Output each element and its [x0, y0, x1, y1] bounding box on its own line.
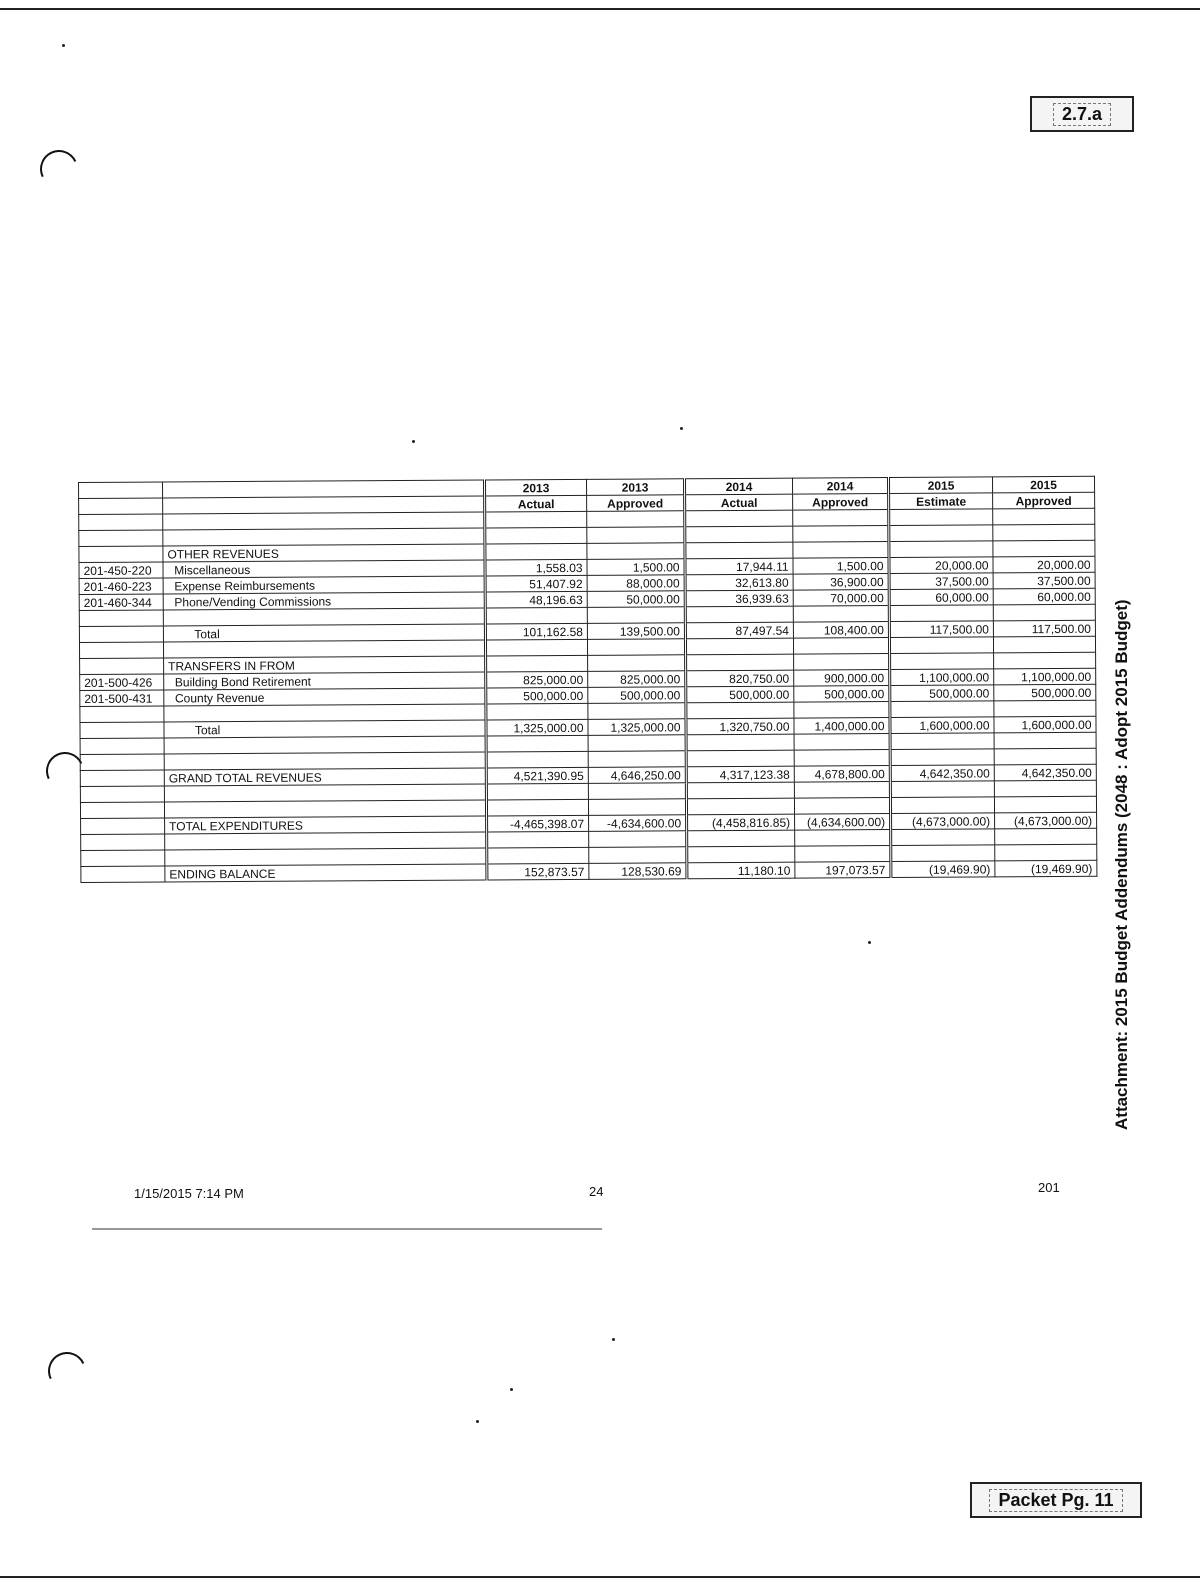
- budget-table: [78, 476, 1097, 883]
- amount-cell: [993, 524, 1095, 541]
- header-blank: [79, 482, 163, 499]
- amount-cell: [588, 799, 686, 816]
- amount-cell: [587, 543, 685, 560]
- account-code: [80, 786, 164, 803]
- amount-cell: [890, 749, 994, 766]
- line-item-label: [163, 512, 485, 530]
- amount-cell: [890, 653, 994, 670]
- line-item-label: Phone/Vending Commissions: [163, 592, 485, 610]
- amount-cell: [889, 541, 993, 558]
- amount-cell: [994, 652, 1096, 669]
- amount-cell: [994, 748, 1096, 765]
- amount-cell: 128,530.69: [589, 863, 687, 880]
- section-badge: [1030, 96, 1134, 132]
- amount-cell: 60,000.00: [889, 589, 993, 606]
- amount-cell: 87,497.54: [685, 622, 793, 639]
- amount-cell: [890, 797, 994, 814]
- amount-cell: [486, 799, 588, 816]
- amount-cell: -4,465,398.07: [487, 815, 589, 832]
- amount-cell: (19,469.90): [995, 860, 1097, 877]
- amount-cell: [485, 511, 587, 528]
- amount-cell: [486, 751, 588, 768]
- packet-page-label: Packet Pg. 11: [989, 1489, 1122, 1512]
- column-label: Approved: [587, 495, 685, 512]
- amount-cell: (4,673,000.00): [891, 813, 995, 830]
- scan-dot: [510, 1388, 513, 1391]
- header-blank: [79, 498, 163, 515]
- column-year: 2015: [992, 476, 1094, 493]
- amount-cell: [588, 751, 686, 768]
- amount-cell: 1,500.00: [587, 559, 685, 576]
- account-code: [80, 754, 164, 771]
- amount-cell: [795, 846, 891, 863]
- amount-cell: [587, 607, 685, 624]
- account-code: [80, 802, 164, 819]
- scan-dot: [680, 427, 683, 430]
- amount-cell: [487, 847, 589, 864]
- amount-cell: [685, 638, 793, 655]
- amount-cell: [485, 607, 587, 624]
- amount-cell: 4,646,250.00: [588, 767, 686, 784]
- amount-cell: [486, 783, 588, 800]
- amount-cell: [793, 638, 889, 655]
- amount-cell: 20,000.00: [993, 556, 1095, 573]
- amount-cell: 1,400,000.00: [794, 718, 890, 735]
- amount-cell: 1,600,000.00: [890, 717, 994, 734]
- column-year: 2014: [684, 478, 792, 495]
- account-code: 201-500-426: [80, 674, 164, 691]
- line-item-label: Total: [164, 720, 486, 738]
- amount-cell: [994, 700, 1096, 717]
- amount-cell: [993, 604, 1095, 621]
- amount-cell: 108,400.00: [793, 622, 889, 639]
- account-code: [80, 722, 164, 739]
- account-code: [79, 514, 163, 531]
- account-code: [80, 738, 164, 755]
- line-item-label: [163, 608, 485, 626]
- section-badge-label: 2.7.a: [1053, 103, 1111, 126]
- amount-cell: [794, 750, 890, 767]
- amount-cell: [685, 510, 793, 527]
- line-item-label: [163, 528, 485, 546]
- column-year: 2013: [484, 479, 586, 496]
- column-label: Estimate: [889, 493, 993, 510]
- scan-dot: [868, 941, 871, 944]
- amount-cell: [686, 734, 794, 751]
- amount-cell: [588, 703, 686, 720]
- amount-cell: [995, 844, 1097, 861]
- amount-cell: [587, 511, 685, 528]
- amount-cell: [993, 636, 1095, 653]
- budget-sheet: [78, 476, 1096, 883]
- line-item-label: OTHER REVENUES: [163, 544, 485, 562]
- account-code: 201-460-344: [79, 594, 163, 611]
- amount-cell: 60,000.00: [993, 588, 1095, 605]
- amount-cell: 50,000.00: [587, 591, 685, 608]
- account-code: [79, 546, 163, 563]
- footer-page-center: 24: [589, 1184, 604, 1199]
- column-year: 2013: [586, 479, 684, 496]
- amount-cell: (4,634,600.00): [795, 814, 891, 831]
- amount-cell: 48,196.63: [485, 591, 587, 608]
- punch-hole-bottom: [43, 1347, 92, 1396]
- amount-cell: 4,642,350.00: [994, 764, 1096, 781]
- amount-cell: [889, 605, 993, 622]
- amount-cell: [588, 783, 686, 800]
- column-label: Actual: [485, 495, 587, 512]
- line-item-label: County Revenue: [164, 688, 486, 706]
- line-item-label: [164, 752, 486, 770]
- amount-cell: 500,000.00: [486, 687, 588, 704]
- amount-cell: 1,100,000.00: [890, 669, 994, 686]
- amount-cell: [686, 702, 794, 719]
- amount-cell: [587, 527, 685, 544]
- amount-cell: [890, 781, 994, 798]
- amount-cell: [793, 542, 889, 559]
- account-code: 201-460-223: [79, 578, 163, 595]
- amount-cell: 88,000.00: [587, 575, 685, 592]
- account-code: [80, 706, 164, 723]
- line-item-label: TOTAL EXPENDITURES: [165, 816, 487, 834]
- amount-cell: 17,944.11: [685, 558, 793, 575]
- amount-cell: 197,073.57: [795, 862, 891, 879]
- amount-cell: [486, 735, 588, 752]
- amount-cell: [994, 780, 1096, 797]
- bottom-edge-line: [0, 1576, 1200, 1578]
- amount-cell: [486, 703, 588, 720]
- amount-cell: [793, 606, 889, 623]
- amount-cell: 900,000.00: [794, 670, 890, 687]
- amount-cell: 1,600,000.00: [994, 716, 1096, 733]
- scan-dot: [412, 440, 415, 443]
- amount-cell: [686, 654, 794, 671]
- column-year: 2014: [792, 478, 888, 495]
- amount-cell: 500,000.00: [994, 684, 1096, 701]
- account-code: [79, 610, 163, 627]
- account-code: 201-500-431: [80, 690, 164, 707]
- line-item-label: [164, 800, 486, 818]
- amount-cell: 51,407.92: [485, 575, 587, 592]
- amount-cell: [485, 543, 587, 560]
- amount-cell: (19,469.90): [891, 861, 995, 878]
- amount-cell: 70,000.00: [793, 590, 889, 607]
- column-year: 2015: [888, 477, 992, 494]
- header-blank: [163, 496, 485, 514]
- amount-cell: [485, 639, 587, 656]
- account-code: [80, 658, 164, 675]
- line-item-label: [165, 848, 487, 866]
- amount-cell: -4,634,600.00: [589, 815, 687, 832]
- line-item-label: Total: [163, 624, 485, 642]
- account-code: [79, 530, 163, 547]
- amount-cell: [589, 847, 687, 864]
- amount-cell: [889, 525, 993, 542]
- amount-cell: 820,750.00: [686, 670, 794, 687]
- amount-cell: [993, 508, 1095, 525]
- account-code: [80, 770, 164, 787]
- amount-cell: [794, 702, 890, 719]
- amount-cell: 32,613.80: [685, 574, 793, 591]
- amount-cell: [890, 733, 994, 750]
- amount-cell: [685, 606, 793, 623]
- amount-cell: 4,317,123.38: [686, 766, 794, 783]
- line-item-label: Building Bond Retirement: [164, 672, 486, 690]
- account-code: [79, 642, 163, 659]
- account-code: [81, 818, 165, 835]
- amount-cell: [995, 828, 1097, 845]
- amount-cell: [686, 782, 794, 799]
- amount-cell: [486, 655, 588, 672]
- amount-cell: [687, 846, 795, 863]
- column-label: Approved: [793, 494, 889, 511]
- amount-cell: [588, 735, 686, 752]
- amount-cell: 500,000.00: [588, 687, 686, 704]
- line-item-label: Expense Reimbursements: [163, 576, 485, 594]
- packet-page-badge: [970, 1482, 1142, 1518]
- amount-cell: [891, 829, 995, 846]
- amount-cell: [587, 639, 685, 656]
- line-item-label: [164, 784, 486, 802]
- amount-cell: [795, 830, 891, 847]
- line-item-label: Miscellaneous: [163, 560, 485, 578]
- account-code: [81, 834, 165, 851]
- amount-cell: 1,325,000.00: [486, 719, 588, 736]
- scan-dot: [612, 1338, 615, 1341]
- amount-cell: [686, 798, 794, 815]
- amount-cell: 101,162.58: [485, 623, 587, 640]
- footer-page-right: 201: [1038, 1180, 1060, 1195]
- amount-cell: [794, 654, 890, 671]
- account-code: 201-450-220: [79, 562, 163, 579]
- scan-dot: [62, 44, 65, 47]
- amount-cell: 20,000.00: [889, 557, 993, 574]
- account-code: [81, 866, 165, 883]
- amount-cell: [890, 701, 994, 718]
- amount-cell: 825,000.00: [486, 671, 588, 688]
- amount-cell: [793, 510, 889, 527]
- amount-cell: 4,678,800.00: [794, 766, 890, 783]
- amount-cell: 152,873.57: [487, 863, 589, 880]
- amount-cell: 1,325,000.00: [588, 719, 686, 736]
- amount-cell: [588, 655, 686, 672]
- amount-cell: [589, 831, 687, 848]
- line-item-label: ENDING BALANCE: [165, 864, 487, 882]
- line-item-label: [164, 704, 486, 722]
- amount-cell: 825,000.00: [588, 671, 686, 688]
- amount-cell: 1,320,750.00: [686, 718, 794, 735]
- amount-cell: (4,458,816.85): [687, 814, 795, 831]
- amount-cell: 1,100,000.00: [994, 668, 1096, 685]
- budget-table-body: [79, 508, 1097, 882]
- column-label: Actual: [685, 494, 793, 511]
- amount-cell: 139,500.00: [587, 623, 685, 640]
- amount-cell: [487, 831, 589, 848]
- attachment-sidebar: Attachment: 2015 Budget Addendums (2048 : Adopt 2015 Budget): [1112, 599, 1131, 1130]
- amount-cell: (4,673,000.00): [995, 812, 1097, 829]
- amount-cell: 1,500.00: [793, 558, 889, 575]
- amount-cell: [685, 542, 793, 559]
- amount-cell: 36,900.00: [793, 574, 889, 591]
- amount-cell: [891, 845, 995, 862]
- amount-cell: [794, 798, 890, 815]
- column-label: Approved: [993, 492, 1095, 509]
- amount-cell: 117,500.00: [889, 621, 993, 638]
- line-item-label: [165, 832, 487, 850]
- line-item-label: TRANSFERS IN FROM: [164, 656, 486, 674]
- amount-cell: [485, 527, 587, 544]
- amount-cell: [685, 526, 793, 543]
- account-code: [81, 850, 165, 867]
- amount-cell: 117,500.00: [993, 620, 1095, 637]
- amount-cell: [794, 782, 890, 799]
- amount-cell: [994, 732, 1096, 749]
- amount-cell: [889, 637, 993, 654]
- amount-cell: 37,500.00: [993, 572, 1095, 589]
- amount-cell: 500,000.00: [686, 686, 794, 703]
- amount-cell: [993, 540, 1095, 557]
- line-item-label: GRAND TOTAL REVENUES: [164, 768, 486, 786]
- amount-cell: 500,000.00: [794, 686, 890, 703]
- amount-cell: [687, 830, 795, 847]
- amount-cell: [794, 734, 890, 751]
- amount-cell: 1,558.03: [485, 559, 587, 576]
- line-item-label: [163, 640, 485, 658]
- header-blank: [163, 480, 485, 498]
- top-edge-line: [0, 8, 1200, 10]
- amount-cell: [793, 526, 889, 543]
- amount-cell: 11,180.10: [687, 862, 795, 879]
- line-item-label: [164, 736, 486, 754]
- amount-cell: [686, 750, 794, 767]
- amount-cell: 500,000.00: [890, 685, 994, 702]
- amount-cell: [994, 796, 1096, 813]
- amount-cell: 37,500.00: [889, 573, 993, 590]
- account-code: [79, 626, 163, 643]
- amount-cell: 36,939.63: [685, 590, 793, 607]
- amount-cell: [889, 509, 993, 526]
- amount-cell: 4,642,350.00: [890, 765, 994, 782]
- footer-timestamp: 1/15/2015 7:14 PM: [134, 1186, 244, 1201]
- amount-cell: 4,521,390.95: [486, 767, 588, 784]
- scan-dot: [476, 1420, 479, 1423]
- punch-hole-top: [35, 145, 84, 194]
- scan-artifact-line: [92, 1228, 602, 1230]
